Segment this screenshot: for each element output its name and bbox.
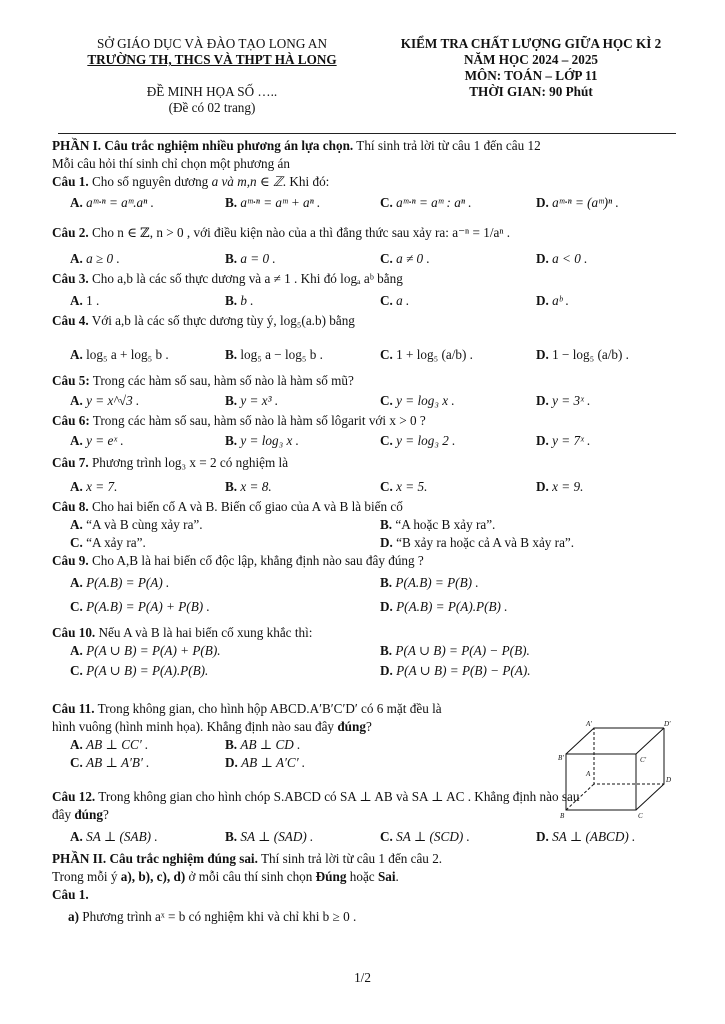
- vertex-label-d-prime: D′: [664, 720, 671, 728]
- q3-options: A. 1 . B. b . C. a . D. aᵇ .: [70, 293, 569, 308]
- q12-options: A. SA ⊥ (SAB) . B. SA ⊥ (SAD) . C. SA ⊥ (SCD) . D. SA ⊥ (ABCD) .: [70, 829, 636, 844]
- part2-item-a: a) Phương trình aˣ = b có nghiệm khi và chỉ khi b ≥ 0 .: [68, 909, 357, 924]
- q10-options-row2: C. P(A ∪ B) = P(A).P(B). D. P(A ∪ B) = P(B) − P(A).: [70, 663, 531, 678]
- vertex-label-b: B: [560, 812, 565, 818]
- school-year: NĂM HỌC 2024 – 2025: [463, 52, 599, 67]
- cube-front-face: [566, 754, 636, 810]
- duration: THỜI GIAN: 90 Phút: [469, 84, 593, 99]
- vertex-label-c-prime: C′: [640, 756, 647, 764]
- page-number: 1/2: [354, 970, 371, 985]
- question-4: Câu 4. Với a,b là các số thực dương tùy ý, log₅(a.b) bằng: [52, 313, 355, 328]
- q9-options-row2: C. P(A.B) = P(A) + P(B) . D. P(A.B) = P(A).P(B) .: [70, 599, 508, 614]
- vertex-label-a-prime: A′: [586, 720, 592, 728]
- q4-options: A. log₅ a + log₅ b . B. log₅ a − log₅ b . C. 1 + log₅ (a/b) . D. 1 − log₅ (a/b) .: [70, 347, 629, 362]
- vertex-label-d: D: [666, 776, 672, 784]
- part2-heading: PHẦN II. Câu trắc nghiệm đúng sai. Thí sinh trả lời từ câu 1 đến câu 2.: [52, 851, 443, 866]
- part1-instruction: Mỗi câu hỏi thí sinh chỉ chọn một phương án: [52, 156, 290, 171]
- header-divider: [58, 133, 676, 134]
- q8-options-row1: A. “A và B cùng xảy ra”. B. “A hoặc B xảy ra”.: [70, 517, 496, 532]
- question-2: Câu 2. Cho n ∈ ℤ, n > 0 , với điều kiện nào của a thì đẳng thức sau xảy ra: a⁻ⁿ = 1/aⁿ .: [52, 225, 511, 240]
- exam-title: KIỂM TRA CHẤT LƯỢNG GIỮA HỌC KÌ 2: [400, 36, 662, 51]
- part2-instruction: Trong mỗi ý a), b), c), d) ở mỗi câu thí sinh chọn Đúng hoặc Sai.: [52, 869, 399, 884]
- q11-options-row1: A. AB ⊥ CC′ . B. AB ⊥ CD .: [70, 737, 301, 752]
- header-left: [62, 36, 362, 116]
- q6-options: A. y = eˣ . B. y = log₃ x . C. y = log₃ 2 . D. y = 7ˣ .: [70, 433, 591, 448]
- cube-back-face: [594, 728, 664, 784]
- question-3: Câu 3. Cho a,b là các số thực dương và a ≠ 1 . Khi đó logₐ aᵇ bằng: [52, 271, 403, 286]
- vertex-label-a: A: [586, 770, 591, 778]
- question-10: Câu 10. Nếu A và B là hai biến cố xung khắc thì:: [52, 625, 313, 640]
- subject: MÔN: TOÁN – LỚP 11: [464, 68, 598, 83]
- question-5: Câu 5: Trong các hàm số sau, hàm số nào là hàm số mũ?: [52, 373, 354, 388]
- q5-options: A. y = x^√3 . B. y = x³ . C. y = log₃ x . D. y = 3ˣ .: [70, 393, 591, 408]
- question-6: Câu 6: Trong các hàm số sau, hàm số nào là hàm số lôgarit với x > 0 ?: [52, 413, 426, 428]
- question-9: Câu 9. Cho A,B là hai biến cố độc lập, khẳng định nào sau đây đúng ?: [52, 553, 424, 568]
- q11-options-row2: C. AB ⊥ A′B′ . D. AB ⊥ A′C′ .: [70, 755, 306, 770]
- q10-options-row1: A. P(A ∪ B) = P(A) + P(B). B. P(A ∪ B) = P(A) − P(B).: [70, 643, 530, 658]
- exam-body: PHẦN I. Câu trắc nghiệm nhiều phương án lựa chọn. Thí sinh trả lời từ câu 1 đến câu 12 Mỗi câu hỏi thí sinh chỉ chọn một phương án Câu 1. Cho số nguyên dương a và m,n ∈ ℤ. Khi đó: A. aᵐ·ⁿ = aᵐ.aⁿ . B. aᵐ·ⁿ = aᵐ + aⁿ . C. aᵐ·ⁿ = aᵐ : aⁿ . D. aᵐ·ⁿ = (aᵐ)ⁿ . Câu 2. Cho n ∈ ℤ, n > 0 , với điều kiện nào của a thì đẳng thức sau xảy ra: a⁻ⁿ = 1/aⁿ . A. a ≥ 0 . B. a = 0 . C. a ≠ 0 . D. a < 0 . Câu 3. Cho a,b là các số thực dương và a ≠ 1 . Khi đó logₐ aᵇ bằng A. 1 . B. b . C. a . D. aᵇ . Câu 4. Với a,b là các số thực dương tùy ý, log₅(a.b) bằng A. log₅ a + log₅ b . B. log₅ a − log₅ b . C. 1 + log₅ (a/b) . D. 1 − log₅ (a/b) . Câu 5: Trong các hàm số sau, hàm số nào là hàm số mũ? A. y = x^√3 . B. y = x³ . C. y = log₃ x . D. y = 3ˣ . Câu 6: Trong các hàm số sau, hàm số nào là hàm số lôgarit với x > 0 ? A. y = eˣ . B. y = log₃ x . C. y = log₃ 2 . D. y = 7ˣ . Câu 7. Phương trình log₃ x = 2 có nghiệm là A. x = 7. B. x = 8. C. x = 5. D. x = 9. Câu 8. Cho hai biến cố A và B. Biến cố giao của A và B là biến cố A. “A và B cùng xảy ra”. B. “A hoặc B xảy ra”. C. “A xảy ra”. D. “B xảy ra hoặc cả A và B xảy ra”. Câu 9. Cho A,B là hai biến cố độc lập, khẳng định nào sau đây đúng ? A. P(A.B) = P(A) . B. P(A.B) = P(B) . C. P(A.B) = P(A) + P(B) . D. P(A.B) = P(A).P(B) . Câu 10. Nếu A và B là hai biến cố xung khắc thì: A. P(A ∪ B) = P(A) + P(B). B. P(A ∪ B) = P(A) − P(B). C. P(A ∪ B) = P(A).P(B). D. P(A ∪ B) = P(B) − P(A). Câu 11. Trong không gian, cho hình hộp ABCD.A′B′C′D′ có 6 mặt đều là hình vuông (hình minh họa). Khẳng định nào sau đây đúng? A. AB ⊥ CC′ . B. AB ⊥ CD . C. AB ⊥ A′B′ . D. AB ⊥ A′C′ . Câu 12. Trong không gian cho hình chóp S.ABCD có SA ⊥ AB và SA ⊥ AC . Khẳng định nào sau đây đúng? A. SA ⊥ (SAB) . B. SA ⊥ (SAD) . C. SA ⊥ (SCD) . D. SA ⊥ (ABCD) . PHẦN II. Câu trắc nghiệm đúng sai. Thí sinh trả lời từ câu 1 đến câu 2. Trong mỗi ý a), b), c), d) ở mỗi câu thí sinh chọn Đúng hoặc Sai. Câu 1. a) Phương trình aˣ = b có nghiệm khi và chỉ khi b ≥ 0 .: [52, 137, 692, 926]
- school-name: TRƯỜNG TH, THCS VÀ THPT HÀ LONG: [87, 52, 337, 67]
- vertex-label-c: C: [638, 812, 643, 818]
- sample-title: ĐỀ MINH HỌA SỐ …..: [146, 84, 278, 99]
- question-11: Câu 11. Trong không gian, cho hình hộp ABCD.A′B′C′D′ có 6 mặt đều là: [52, 701, 442, 716]
- question-7: Câu 7. Phương trình log₃ x = 2 có nghiệm là: [52, 455, 289, 470]
- question-12: Câu 12. Trong không gian cho hình chóp S.ABCD có SA ⊥ AB và SA ⊥ AC . Khẳng định nào sau: [52, 789, 580, 804]
- q9-options-row1: A. P(A.B) = P(A) . B. P(A.B) = P(B) .: [70, 575, 479, 590]
- q1-options: A. aᵐ·ⁿ = aᵐ.aⁿ . B. aᵐ·ⁿ = aᵐ + aⁿ . C. aᵐ·ⁿ = aᵐ : aⁿ . D. aᵐ·ⁿ = (aᵐ)ⁿ .: [70, 195, 619, 210]
- q7-options: A. x = 7. B. x = 8. C. x = 5. D. x = 9.: [70, 479, 584, 494]
- question-1: Câu 1. Cho số nguyên dương a và m,n ∈ ℤ. Khi đó:: [52, 174, 330, 189]
- part1-heading: PHẦN I. Câu trắc nghiệm nhiều phương án lựa chọn. Thí sinh trả lời từ câu 1 đến câu 12: [52, 138, 541, 153]
- part2-question-1: Câu 1.: [52, 887, 89, 902]
- vertex-label-b-prime: B′: [558, 754, 564, 762]
- header-right: [378, 36, 684, 100]
- page-count: (Đề có 02 trang): [168, 100, 256, 115]
- cube-figure: [558, 718, 678, 818]
- department-name: SỞ GIÁO DỤC VÀ ĐÀO TẠO LONG AN: [97, 36, 327, 51]
- q8-options-row2: C. “A xảy ra”. D. “B xảy ra hoặc cả A và B xảy ra”.: [70, 535, 575, 550]
- question-8: Câu 8. Cho hai biến cố A và B. Biến cố giao của A và B là biến cố: [52, 499, 403, 514]
- q2-options: A. a ≥ 0 . B. a = 0 . C. a ≠ 0 . D. a < 0 .: [70, 251, 588, 266]
